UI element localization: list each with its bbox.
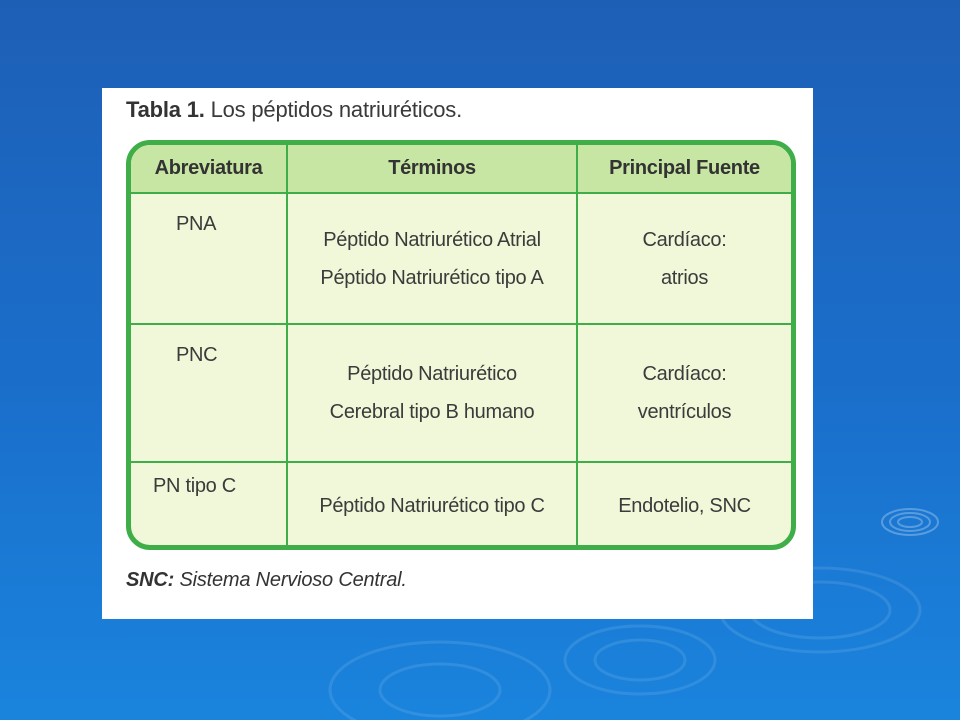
- source-line: Endotelio, SNC: [618, 494, 751, 517]
- header-terms: Términos: [288, 145, 576, 192]
- peptides-table: [126, 140, 796, 550]
- source-line: atrios: [660, 266, 709, 289]
- terms-line: Péptido Natriurético: [347, 363, 517, 385]
- source-line: ventrículos: [637, 401, 732, 423]
- terms-line: Péptido Natriurético tipo A: [320, 266, 544, 289]
- table-footnote: [126, 569, 407, 592]
- table-row-3-terms: [288, 463, 576, 548]
- source-line: Cardíaco:: [642, 363, 727, 385]
- terms-line: Péptido Natriurético tipo C: [319, 494, 545, 517]
- table-row-3-source: [578, 463, 791, 548]
- table-row-2-terms: [288, 325, 576, 461]
- caption-text: Los péptidos natriuréticos.: [210, 97, 463, 122]
- caption-label: Tabla 1.: [126, 97, 205, 122]
- table-card: [102, 88, 813, 619]
- footnote-text: Sistema Nervioso Central.: [179, 569, 407, 591]
- footnote-label: SNC:: [126, 569, 175, 591]
- header-abbreviation: Abreviatura: [131, 145, 286, 192]
- table-row-1-abbr: PNA: [176, 213, 217, 235]
- terms-line: Cerebral tipo B humano: [329, 401, 535, 423]
- header-source: Principal Fuente: [578, 145, 791, 192]
- table-caption: [126, 97, 462, 123]
- table-row-1-source: [578, 194, 791, 323]
- table-row-1-terms: [288, 194, 576, 323]
- table-row-3-abbr: PN tipo C: [153, 475, 236, 497]
- source-line: Cardíaco:: [642, 228, 727, 251]
- table-row-2-source: [578, 325, 791, 461]
- terms-line: Péptido Natriurético Atrial: [323, 228, 541, 251]
- table-row-2-abbr: PNC: [176, 344, 218, 366]
